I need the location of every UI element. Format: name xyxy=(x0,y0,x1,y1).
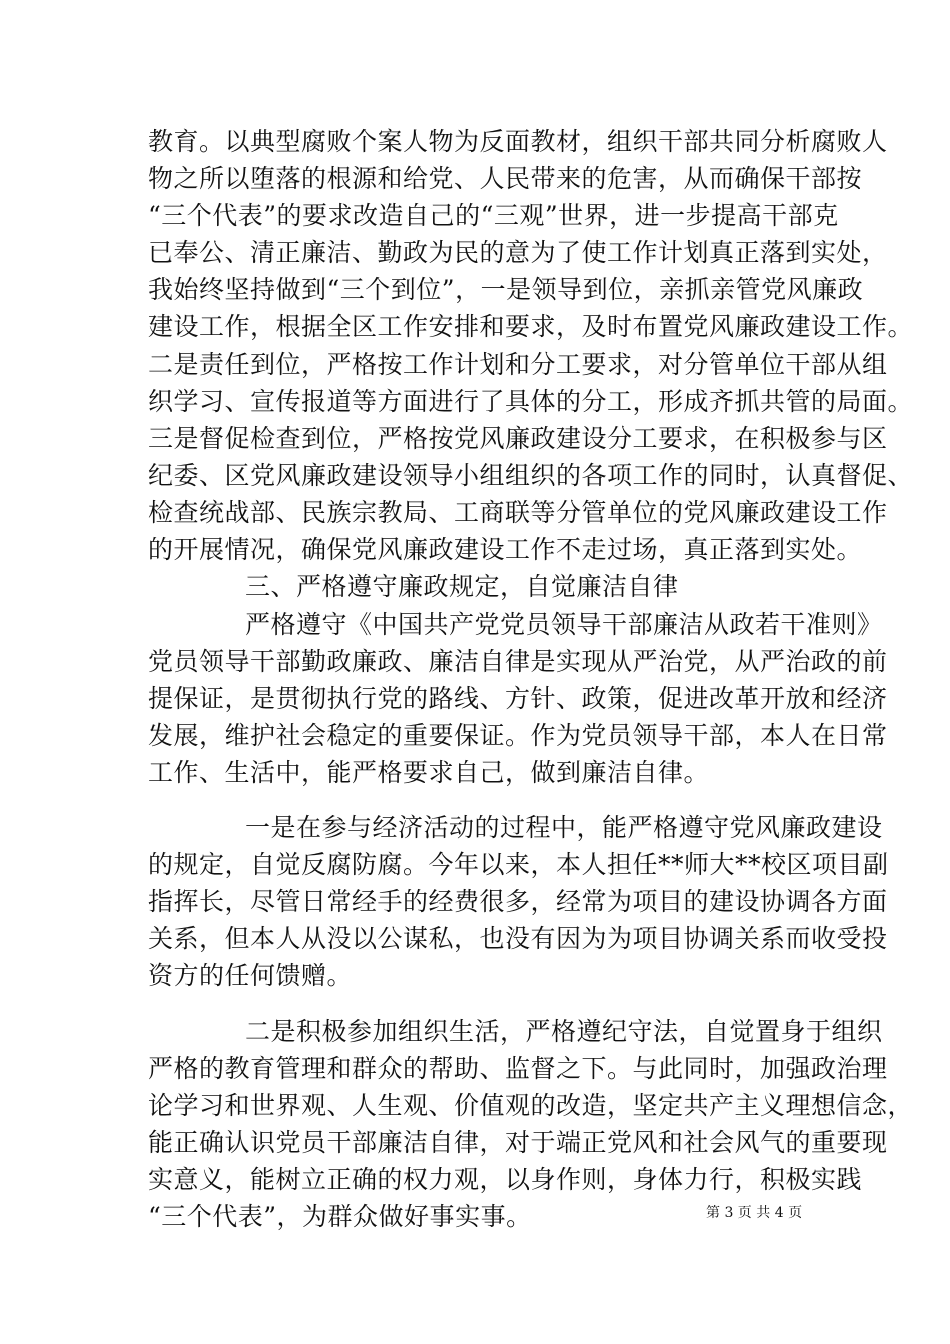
body-line: “三个代表”的要求改造自己的“三观”世界，进一步提高干部克 xyxy=(148,201,839,230)
body-line: 一是在参与经济活动的过程中，能严格遵守党风廉政建设 xyxy=(245,813,883,842)
body-line: 建设工作，根据全区工作安排和要求，及时布置党风廉政建设工作。 xyxy=(148,312,914,341)
body-line: 检查统战部、民族宗教局、工商联等分管单位的党风廉政建设工作 xyxy=(148,498,888,527)
body-line: 我始终坚持做到“三个到位”，一是领导到位，亲抓亲管党风廉政 xyxy=(148,275,864,304)
body-line: 关系，但本人从没以公谋私，也没有因为为项目协调关系而收受投 xyxy=(148,924,888,953)
body-line: 二是积极参加组织生活，严格遵纪守法，自觉置身于组织 xyxy=(245,1017,883,1046)
body-line: 发展，维护社会稳定的重要保证。作为党员领导干部，本人在日常 xyxy=(148,721,888,750)
body-line: 教育。以典型腐败个案人物为反面教材，组织干部共同分析腐败人 xyxy=(148,127,888,156)
body-line: 物之所以堕落的根源和给党、人民带来的危害，从而确保干部按 xyxy=(148,164,863,193)
body-line: 工作、生活中，能严格要求自己，做到廉洁自律。 xyxy=(148,758,710,787)
body-line: 二是责任到位，严格按工作计划和分工要求，对分管单位干部从组 xyxy=(148,350,888,379)
body-line: 三是督促检查到位，严格按党风廉政建设分工要求，在积极参与区 xyxy=(148,424,888,453)
body-line: 提保证，是贯彻执行党的路线、方针、政策，促进改革开放和经济 xyxy=(148,684,888,713)
body-line: 已奉公、清正廉洁、勤政为民的意为了使工作计划真正落到实处， xyxy=(148,238,888,267)
body-line: 严格遵守《中国共产党党员领导干部廉洁从政若干准则》 xyxy=(245,610,883,639)
body-line: 严格的教育管理和群众的帮助、监督之下。与此同时，加强政治理 xyxy=(148,1054,888,1083)
body-line: 的开展情况，确保党风廉政建设工作不走过场，真正落到实处。 xyxy=(148,535,863,564)
body-line: 织学习、宣传报道等方面进行了具体的分工，形成齐抓共管的局面。 xyxy=(148,387,914,416)
page-number: 第 3 页 共 4 页 xyxy=(706,1205,803,1221)
body-line: 党员领导干部勤政廉政、廉洁自律是实现从严治党，从严治政的前 xyxy=(148,647,888,676)
body-line: 的规定，自觉反腐防腐。今年以来，本人担任**师大**校区项目副 xyxy=(148,850,889,879)
body-line: 指挥长，尽管日常经手的经费很多，经常为项目的建设协调各方面 xyxy=(148,887,888,916)
body-line: 能正确认识党员干部廉洁自律，对于端正党风和社会风气的重要现 xyxy=(148,1128,888,1157)
section-heading: 三、严格遵守廉政规定，自觉廉洁自律 xyxy=(245,572,679,601)
body-line: 资方的任何馈赠。 xyxy=(148,961,353,990)
body-line: 论学习和世界观、人生观、价值观的改造，坚定共产主义理想信念， xyxy=(148,1091,914,1120)
body-line: 实意义，能树立正确的权力观，以身作则，身体力行，积极实践 xyxy=(148,1165,863,1194)
body-line: “三个代表”，为群众做好事实事。 xyxy=(148,1202,532,1231)
body-line: 纪委、区党风廉政建设领导小组组织的各项工作的同时，认真督促、 xyxy=(148,461,914,490)
